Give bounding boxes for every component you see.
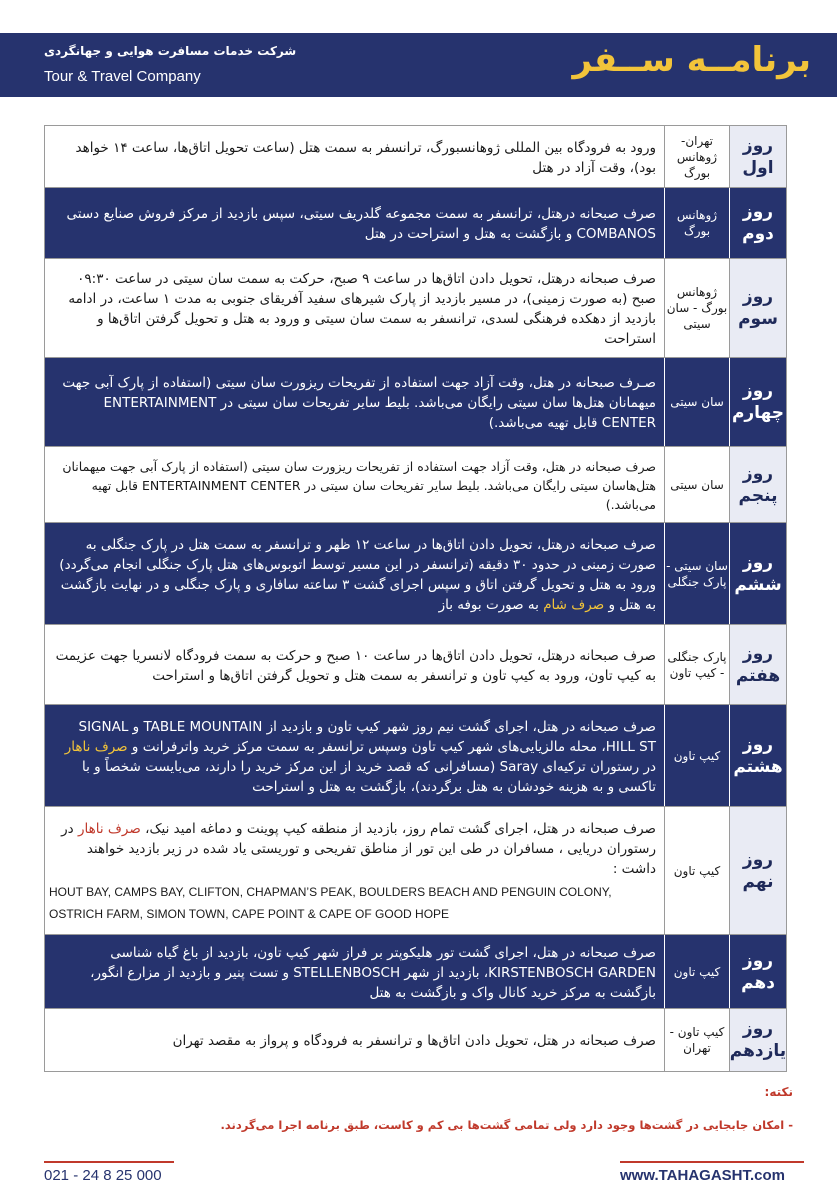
destination-cell: ژوهانس بورگ - سان سیتی [664, 259, 729, 357]
description-part: در رستوران ترکیه‌ای Saray (مسافرانی که قصد خرید از این مرکز خرید را دارند، می‌بایست شخصاً و با تاکسی و به هزینه خودشان به هتل برگردند)، بازگشت به هتل و استراحت [82, 758, 656, 795]
description-text [49, 535, 656, 615]
table-row [45, 1009, 786, 1071]
description-text: ورود به فرودگاه بین المللی ژوهانسبورگ، ترانسفر به سمت هتل (ساعت تحویل اتاق‌ها، ساعت ۱۴ خواهد بود)، وقت آزاد در هتل [75, 139, 656, 176]
description-cell [45, 259, 664, 357]
description-text: صرف صبحانه درهتل، ترانسفر به سمت مجموعه گلدریف سیتی، سپس بازدید از مرکز فروش صنایع دستی COMBANOS و بازگشت به هتل و استراحت در هتل [66, 206, 656, 242]
day-label: روز سوم [729, 259, 786, 357]
lunch-highlight: صرف ناهار [64, 738, 128, 755]
day-label: روز نهم [729, 807, 786, 934]
table-row [45, 188, 786, 259]
description-text: صرف صبحانه درهتل، تحویل دادن اتاق‌ها در ساعت ۹ صبح، حرکت به سمت سان سیتی در ساعت ۰۹:۳۰ صبح (به صورت زمینی)، در مسیر بازدید از پارک شیرهای سفید آفریقای جنوبی به مدت ۱ ساعت، در ادامه بازدید از دهکده فرهنگی لسدی، ترانسفر به سمت سان سیتی و ورود به هتل و تحویل گرفتن اتاق‌ها و استراحت [68, 271, 656, 347]
destination-cell: کیپ تاون [664, 705, 729, 806]
day-label: روز دوم [729, 188, 786, 258]
destination-cell: سان سیتی [664, 447, 729, 522]
tour-places-list: HOUT BAY, CAMPS BAY, CLIFTON, CHAPMAN’S PEAK, BOULDERS BEACH AND PENGUIN COLONY, OSTRICH FARM, SIMON TOWN, CAPE POINT & CAPE OF GOOD HOPE [49, 884, 612, 921]
description-part: در رستوران دریایی ، مسافران در طی این تور از مناطق تفریحی و توریستی یاد شده در زیر بازدید خواهند داشت : [61, 820, 656, 877]
table-row [45, 126, 786, 188]
footer-phone: 021 - 24 8 25 000 [44, 1167, 162, 1184]
description-cell [45, 188, 664, 258]
description-cell [45, 126, 664, 187]
description-cell [45, 935, 664, 1008]
table-row [45, 447, 786, 523]
page-title: برنامــه ســفر [572, 40, 811, 80]
note-title: نکته: [764, 1085, 793, 1099]
company-name-en: Tour & Travel Company [44, 68, 201, 85]
description-part: صرف صبحانه در هتل، اجرای گشت تمام روز، بازدید از منطقه کیپ پوینت و دماغه امید نیک، [140, 820, 656, 837]
destination-cell: کیپ تاون [664, 935, 729, 1008]
description-part: صرف صبحانه در هتل، اجرای گشت نیم روز شهر کیپ تاون و بازدید از TABLE MOUNTAIN و SIGNAL HILL ST، محله مالزیایی‌های شهر کیپ تاون وسپس ترانسفر به سمت مرکز خرید واترفرانت و [78, 718, 656, 755]
description-cell [45, 807, 664, 934]
table-row [45, 358, 786, 447]
itinerary-table [44, 125, 787, 1072]
day-label: روز چهارم [729, 358, 786, 446]
destination-cell: سان سیتی - پارک جنگلی [664, 523, 729, 624]
table-row [45, 935, 786, 1009]
destination-cell: کیپ تاون - تهران [664, 1009, 729, 1071]
description-text: صـرف صبحانه در هتل، وقت آزاد جهت استفاده از تفریحات ریزورت سان سیتی (استفاده از پارک آبی جهت میهمانان هتل‌ها سان سیتی رایگان می‌باشد. بلیط سایر تفریحات سان سیتی در ENTERTAINMENT CENTER قابل تهیه می‌باشد.) [62, 375, 656, 431]
table-row [45, 259, 786, 358]
day-label: روز هشتم [729, 705, 786, 806]
day-label: روز یازدهم [729, 1009, 786, 1071]
destination-cell: پارک جنگلی - کیپ تاون [664, 625, 729, 704]
footer-divider-left [44, 1161, 174, 1163]
description-cell [45, 625, 664, 704]
destination-cell: تهران- ژوهانس بورگ [664, 126, 729, 187]
day-label: روز اول [729, 126, 786, 187]
destination-cell: ژوهانس بورگ [664, 188, 729, 258]
day-label: روز هفتم [729, 625, 786, 704]
description-text: صرف صبحانه در هتل، وقت آزاد جهت استفاده از تفریحات ریزورت سان سیتی (استفاده از پارک آبی جهت میهمانان هتل‌هاسان سیتی رایگان می‌باشد. بلیط سایر تفریحات سان سیتی در ENTERTAINMENT CENTER قابل تهیه می‌باشد.) [62, 459, 656, 512]
description-text: صرف صبحانه درهتل، تحویل دادن اتاق‌ها در ساعت ۱۰ صبح و حرکت به سمت فرودگاه لانسریا جهت عزیمت به کیپ تاون، ورود به کیپ تاون و ترانسفر به سمت هتل و تحویل گرفتن اتاق‌ها و استراحت [55, 647, 656, 684]
description-text [49, 819, 656, 879]
description-cell [45, 358, 664, 446]
description-text: صرف صبحانه در هتل، اجرای گشت تور هلیکوپتر بر فراز شهر کیپ تاون، بازدید از باغ گیاه شناسی KIRSTENBOSCH GARDEN، بازدید از شهر STELLENBOSCH و تست پنیر و بازدید از مزارع انگور، بازگشت به مرکز خرید کانال واک و بازگشت به هتل [90, 944, 656, 1001]
destination-cell: سان سیتی [664, 358, 729, 446]
footer-divider-right [620, 1161, 804, 1163]
day-label: روز پنجم [729, 447, 786, 522]
description-text: صرف صبحانه در هتل، تحویل دادن اتاق‌ها و ترانسفر به فرودگاه و پرواز به مقصد تهران [172, 1033, 656, 1049]
day-label: روز ششم [729, 523, 786, 624]
description-cell [45, 523, 664, 624]
destination-cell: کیپ تاون [664, 807, 729, 934]
table-row [45, 807, 786, 935]
lunch-highlight: صرف ناهار [77, 820, 141, 837]
description-part: صرف صبحانه درهتل، تحویل دادن اتاق‌ها در ساعت ۱۲ ظهر و ترانسفر به سمت هتل در پارک جنگلی به صورت زمینی در حدود ۳۰ دقیقه (ترانسفر در این مسیر توسط اتوبوس‌های هتل پارک جنگلی انجام می‌گردد) ورود به هتل و تحویل گرفتن اتاق و سپس اجرای گشت ۳ ساعته سافاری و پارک جنگلی و در نهایت بازگشت به هتل و [59, 536, 656, 613]
table-row [45, 705, 786, 807]
description-cell [45, 447, 664, 522]
description-text [49, 717, 656, 797]
table-row [45, 625, 786, 705]
note-text: - امکان جابجایی در گشت‌ها وجود دارد ولی تمامی گشت‌ها بی کم و کاست، طبق برنامه اجرا می‌گردند. [220, 1118, 793, 1132]
company-name-fa: شرکت خدمات مسافرت هوایی و جهانگردی [44, 44, 297, 58]
dinner-highlight: صرف شام [543, 596, 605, 613]
description-cell [45, 1009, 664, 1071]
day-label: روز دهم [729, 935, 786, 1008]
footer-website: www.TAHAGASHT.com [620, 1167, 786, 1184]
description-part: به صورت بوفه باز [438, 596, 544, 613]
description-cell [45, 705, 664, 806]
table-row [45, 523, 786, 625]
